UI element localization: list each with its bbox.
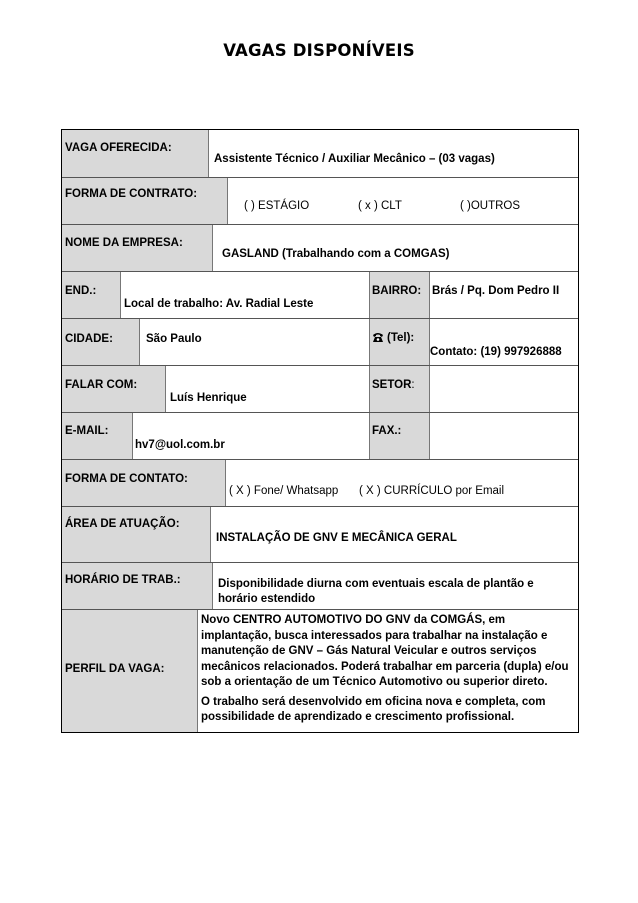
row-endereco: [62, 271, 578, 318]
endereco-value: Local de trabalho: Av. Radial Leste: [124, 298, 314, 310]
area-atuacao-value: INSTALAÇÃO DE GNV E MECÂNICA GERAL: [216, 532, 457, 544]
row-forma-contato: [62, 459, 578, 506]
page-title: VAGAS DISPONÍVEIS: [223, 41, 415, 60]
checkbox-curriculo-email[interactable]: ( X ) CURRÍCULO por Email: [359, 485, 505, 497]
perfil-paragraph: Novo CENTRO AUTOMOTIVO DO GNV da COMGÁS, em implantação, busca interessados para trabalhar na instalação e manutenção de GNV – Gás Natural Veicular e outros serviços mecânicos relacionados. Poderá trabalhar em parceria (dupla) e/ou sob a orientação de um Técnico Automotivo ou superior direto.: [201, 614, 569, 688]
bairro-value: Brás / Pq. Dom Pedro II: [432, 285, 560, 297]
falar-com-value: Luís Henrique: [170, 392, 247, 404]
email-label: E-MAIL:: [65, 425, 109, 437]
bairro-label: BAIRRO:: [372, 285, 422, 297]
value-cell: [429, 413, 578, 459]
cidade-value: São Paulo: [146, 333, 202, 345]
row-horario: [62, 562, 578, 609]
row-nome-empresa: [62, 224, 578, 271]
vaga-oferecida-label: VAGA OFERECIDA:: [65, 142, 172, 154]
setor-label: SETOR:: [372, 379, 415, 391]
checkbox-estagio[interactable]: ( ) ESTÁGIO: [244, 200, 310, 212]
perfil-paragraph: O trabalho será desenvolvido em oficina nova e completa, com possibilidade de aprendizado e crescimento profissional.: [201, 695, 546, 723]
value-cell: [120, 272, 369, 318]
forma-contrato-label: FORMA DE CONTRATO:: [65, 188, 198, 200]
forma-contato-label: FORMA DE CONTATO:: [65, 473, 188, 485]
value-cell: [429, 319, 578, 365]
checkbox-clt[interactable]: ( x ) CLT: [358, 200, 402, 212]
checkbox-fone-whatsapp[interactable]: ( X ) Fone/ Whatsapp: [229, 485, 339, 497]
email-value[interactable]: hv7@uol.com.br: [135, 439, 225, 451]
vaga-oferecida-value: Assistente Técnico / Auxiliar Mecânico – (03 vagas): [214, 153, 495, 165]
value-cell: [225, 460, 578, 506]
nome-empresa-label: NOME DA EMPRESA:: [65, 237, 183, 249]
label-cell: [62, 507, 210, 562]
label-cell: [62, 178, 227, 224]
value-cell: [165, 366, 369, 412]
horario-value: Disponibilidade diurna com eventuais escala de plantão e horário estendido: [218, 578, 534, 605]
row-area-atuacao: [62, 506, 578, 562]
row-falar-com: [62, 365, 578, 412]
row-email: [62, 412, 578, 459]
row-vaga-oferecida: [62, 130, 578, 177]
value-cell: [132, 413, 369, 459]
horario-label: HORÁRIO DE TRAB.:: [65, 574, 181, 586]
job-vacancy-form: [61, 129, 579, 733]
checkbox-outros[interactable]: ( )OUTROS: [460, 200, 521, 212]
row-perfil: [62, 609, 578, 732]
fax-label: FAX.:: [372, 425, 402, 437]
value-cell: [429, 366, 578, 412]
tel-value: Contato: (19) 997926888: [430, 346, 562, 358]
area-atuacao-label: ÁREA DE ATUAÇÃO:: [65, 518, 180, 530]
phone-icon: [372, 332, 384, 345]
perfil-description: [201, 613, 573, 726]
perfil-label: PERFIL DA VAGA:: [65, 663, 165, 675]
label-cell: [62, 563, 212, 609]
falar-com-label: FALAR COM:: [65, 379, 138, 391]
row-cidade: [62, 318, 578, 365]
endereco-label: END.:: [65, 285, 97, 297]
tel-label: (Tel):: [387, 332, 415, 344]
cidade-label: CIDADE:: [65, 333, 113, 345]
row-forma-contrato: [62, 177, 578, 224]
nome-empresa-value: GASLAND (Trabalhando com a COMGAS): [222, 248, 450, 260]
